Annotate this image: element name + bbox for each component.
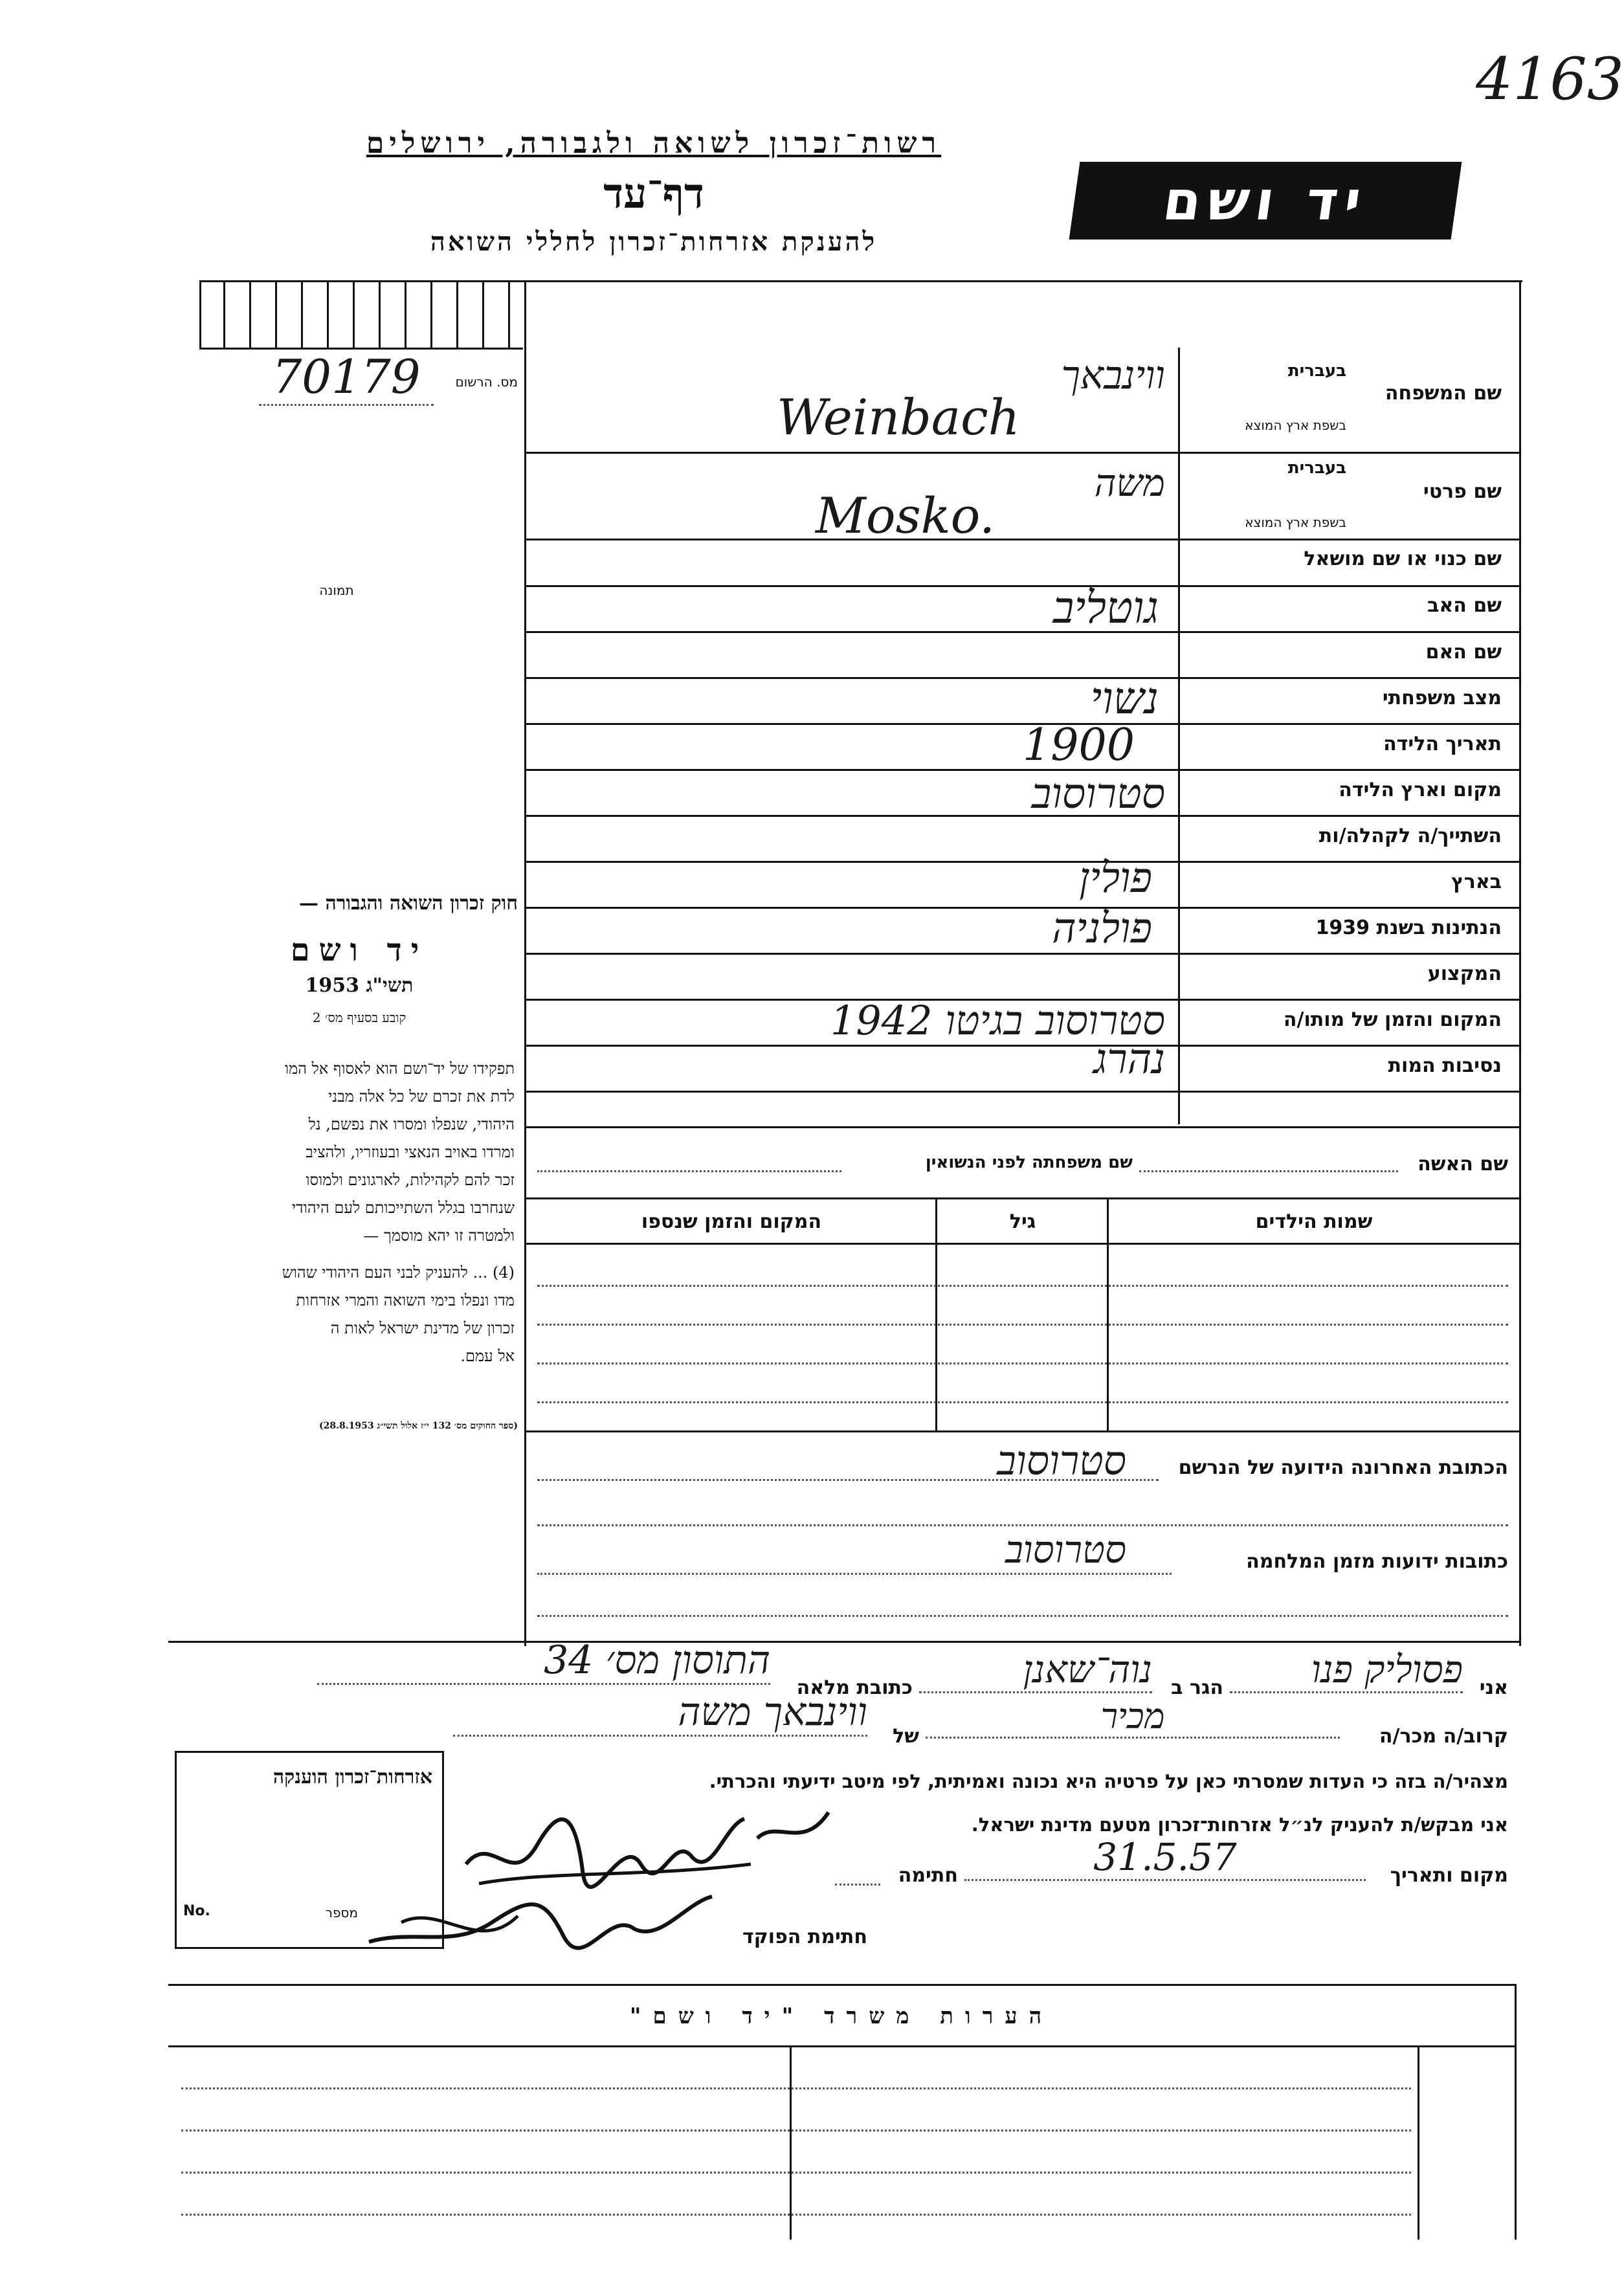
death-place-value: סטרוסוב בגיטו 1942	[830, 997, 1165, 1044]
profession-label: המקצוע	[1427, 963, 1502, 985]
father-label: שם האב	[1427, 594, 1502, 617]
war-address-label: כתובות ידועות מזמן המלחמה	[1246, 1550, 1508, 1573]
place-date-value: 31.5.57	[964, 1835, 1366, 1881]
photo-label: תמונה	[319, 583, 354, 598]
notes-title: הערות משרד "יד ושם"	[629, 2003, 1054, 2029]
authority-title: רשות־זכרון לשואה ולגבורה, ירושלים	[366, 127, 942, 160]
mother-label: שם האם	[1425, 641, 1502, 663]
law-line: (4) ... להעניק לבני העם היהודי שהוש	[282, 1263, 515, 1282]
full-address-label: כתובת מלאה	[796, 1676, 913, 1699]
nationality-value: פולניה	[1052, 905, 1152, 953]
law-line: היהודי, שנפלו ומסרו את נפשם, נל	[308, 1115, 515, 1133]
family-name-sub-hebrew: בעברית	[1287, 361, 1346, 381]
law-source: (ספר החוקים מס׳ 132 י״ז אלול תשי״ג 28.8.1953)	[319, 1421, 518, 1431]
children-names-header: שמות הילדים	[1255, 1210, 1373, 1233]
law-line: לדת את זכרם של כל אלה מבני	[328, 1087, 515, 1106]
form-title: דף־עד	[603, 170, 704, 218]
declarant-name: פסוליק פנו	[1230, 1647, 1463, 1693]
registration-label: מס. הרשום	[455, 374, 518, 390]
birth-place-label: מקום וארץ הלידה	[1339, 779, 1502, 801]
resides-value: נוה־שאנן	[919, 1647, 1152, 1693]
registration-number: 70179	[259, 350, 434, 406]
law-line: זכרון של מדינת ישראל לאות ה	[330, 1319, 515, 1337]
place-date-label: מקום ותאריך	[1390, 1864, 1508, 1887]
archive-number: 4163	[1476, 45, 1624, 113]
community-label: השתייך/ה לקהלה/ות	[1318, 825, 1502, 847]
law-line: מדו ונפלו בימי השואה והמרי אזרחות	[296, 1291, 515, 1309]
declaration-request: אני מבקש/ת להעניק לנ״ל אזרחות־זכרון מטעם מדינת ישראל.	[971, 1814, 1508, 1836]
signature-label: חתימה	[898, 1864, 958, 1887]
first-name-native: Mosko.	[816, 487, 996, 544]
declarant-i-label: אני	[1479, 1676, 1508, 1699]
birth-date-value: 1900	[1023, 720, 1135, 771]
law-clause: קובע בסעיף מס׳ 2	[312, 1010, 406, 1025]
first-name-sub-native: בשפת ארץ המוצא	[1245, 515, 1346, 530]
declaration-statement: מצהיר/ה בזה כי העדות שמסרתי כאן על פרטיה היא נכונה ואמיתית, לפי מיטב ידיעתי והכרתי.	[709, 1770, 1508, 1792]
nationality-label: הנתינות בשנת 1939	[1315, 917, 1502, 939]
country-label: בארץ	[1451, 871, 1502, 893]
grant-number-label: מספר	[325, 1905, 358, 1920]
death-cause-value: נהרג	[1093, 1036, 1165, 1084]
birth-place-value: סטרוסוב	[1031, 770, 1165, 818]
first-name-label: שם פרטי	[1423, 480, 1502, 503]
law-year: תשי"ג 1953	[305, 974, 414, 997]
law-title: חוק זכרון השואה והגבורה —	[299, 892, 518, 915]
wife-maiden-label: שם משפחתה לפני הנשואין	[925, 1153, 1133, 1172]
of-value: ווינבאך משה	[453, 1689, 867, 1737]
grant-box-title: אזרחות־זכרון הוענקה	[273, 1766, 432, 1788]
resides-label: הגר ב	[1171, 1676, 1223, 1699]
marital-value: נשוי	[1090, 673, 1159, 724]
law-line: ומרדו באויב הנאצי ובעוזריו, ולהציב	[306, 1143, 515, 1161]
birth-date-label: תאריך הלידה	[1383, 733, 1502, 755]
war-address-value: סטרוסוב	[1005, 1528, 1126, 1572]
death-cause-label: נסיבות המות	[1388, 1054, 1502, 1077]
family-name-label: שם המשפחה	[1385, 382, 1502, 405]
last-address-value: סטרוסוב	[996, 1437, 1126, 1484]
children-place-header: המקום והזמן שנספו	[641, 1210, 822, 1233]
family-name-native: Weinbach	[777, 388, 1020, 446]
full-address-value: התוסון מס׳ 34	[317, 1638, 770, 1685]
wife-label: שם האשה	[1418, 1153, 1508, 1175]
law-line: ולמטרה זו יהא מוסמך —	[363, 1227, 515, 1245]
nickname-label: שם כנוי או שם מושאל	[1304, 548, 1502, 570]
law-line: אל עמם.	[460, 1347, 515, 1365]
first-name-hebrew: משה	[1094, 461, 1165, 505]
law-text	[184, 1055, 515, 1370]
of-label: של	[893, 1725, 919, 1748]
yad-vashem-logo	[1069, 162, 1462, 239]
grant-no-label: No.	[183, 1903, 210, 1919]
logo-text: יד ושם	[1159, 169, 1372, 232]
country-value: פולין	[1079, 854, 1152, 902]
relative-label: קרוב/ה מכר/ה	[1379, 1725, 1508, 1748]
father-value: גוטליב	[1052, 583, 1159, 634]
children-age-header: גיל	[1009, 1210, 1036, 1233]
form-subtitle: להענקת אזרחות־זכרון לחללי השואה	[430, 227, 878, 257]
law-line: תפקידו של יד־ושם הוא לאסוף אל המו	[284, 1060, 515, 1078]
last-address-label: הכתובת האחרונה הידועה של הנרשם	[1178, 1456, 1508, 1479]
relative-value: מכיר	[926, 1696, 1340, 1739]
law-line: שנחרבו בגלל השתייכותם לעם היהודי	[291, 1199, 515, 1217]
law-name: יד ושם	[290, 932, 428, 968]
family-name-hebrew: ווינבאך	[1061, 353, 1165, 398]
grant-box	[175, 1751, 444, 1949]
first-name-sub-hebrew: בעברית	[1287, 458, 1346, 478]
family-name-sub-native: בשפת ארץ המוצא	[1245, 417, 1346, 433]
marital-label: מצב משפחתי	[1382, 687, 1502, 709]
law-line: זכר להם לקהילות, לארגונים ולמוסו	[306, 1171, 515, 1189]
death-place-label: המקום והזמן של מותו/ה	[1283, 1008, 1502, 1031]
officer-signature-label: חתימת הפוקד	[742, 1926, 867, 1948]
